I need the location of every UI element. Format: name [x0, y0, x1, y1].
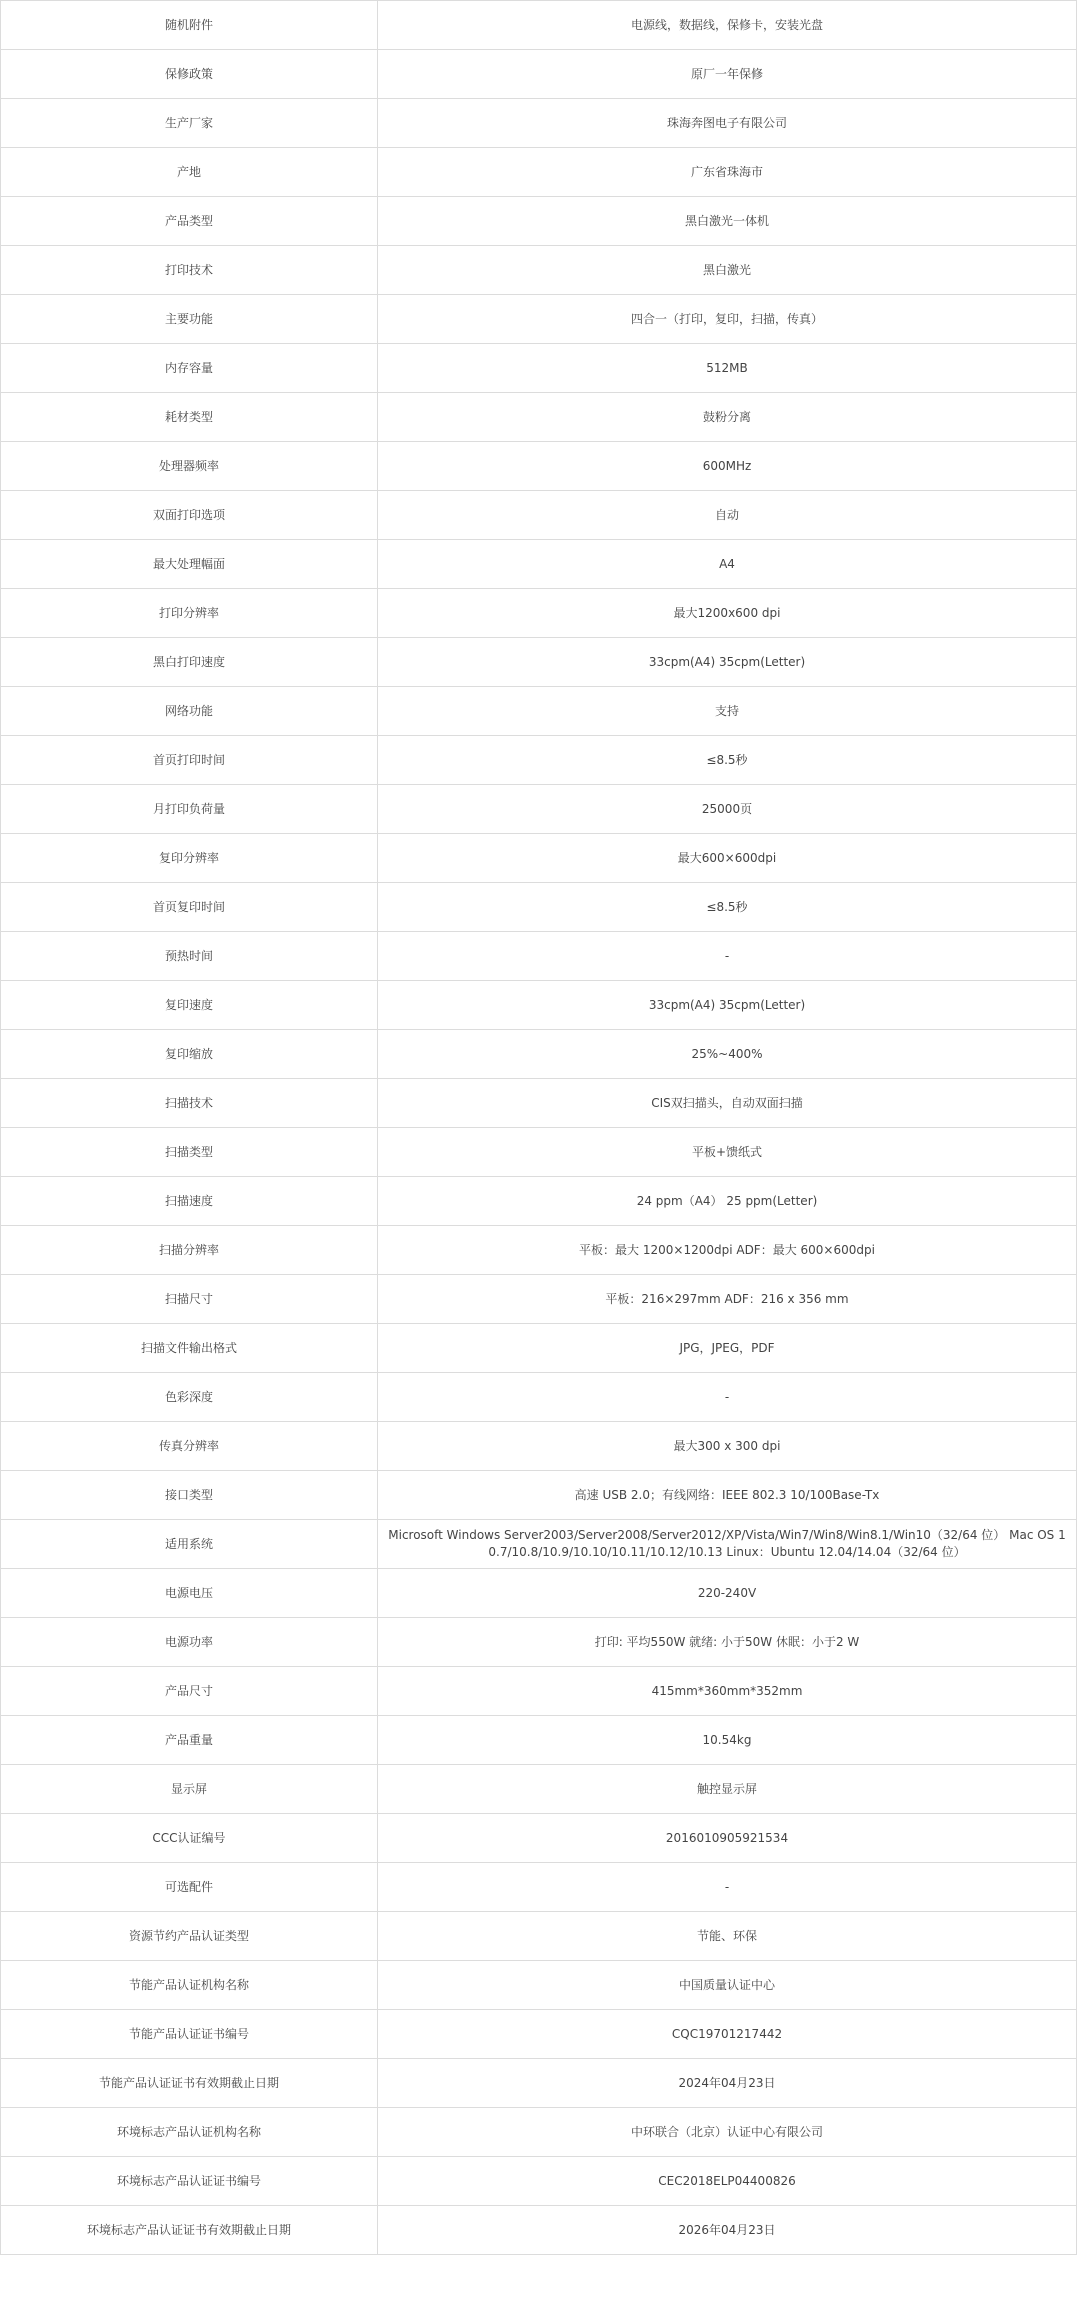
spec-row	[1, 197, 1077, 246]
spec-label: 扫描速度	[1, 1177, 378, 1226]
spec-row	[1, 442, 1077, 491]
spec-label: 产品类型	[1, 197, 378, 246]
spec-label: 双面打印选项	[1, 491, 378, 540]
spec-row	[1, 1618, 1077, 1667]
spec-row	[1, 491, 1077, 540]
spec-value: 珠海奔图电子有限公司	[378, 99, 1077, 148]
spec-value: 电源线，数据线，保修卡，安装光盘	[378, 1, 1077, 50]
spec-value: 打印: 平均550W 就绪: 小于50W 休眠：小于2 W	[378, 1618, 1077, 1667]
spec-label: 扫描分辨率	[1, 1226, 378, 1275]
spec-row	[1, 99, 1077, 148]
spec-label: 节能产品认证证书有效期截止日期	[1, 2059, 378, 2108]
spec-value: 平板：最大 1200×1200dpi ADF：最大 600×600dpi	[378, 1226, 1077, 1275]
spec-row	[1, 638, 1077, 687]
spec-row	[1, 1863, 1077, 1912]
spec-row	[1, 932, 1077, 981]
spec-row	[1, 295, 1077, 344]
spec-value: 黑白激光	[378, 246, 1077, 295]
spec-label: 随机附件	[1, 1, 378, 50]
spec-value: 四合一（打印，复印，扫描，传真）	[378, 295, 1077, 344]
spec-row	[1, 1569, 1077, 1618]
spec-value: 中国质量认证中心	[378, 1961, 1077, 2010]
spec-label: 处理器频率	[1, 442, 378, 491]
spec-label: 网络功能	[1, 687, 378, 736]
spec-row	[1, 883, 1077, 932]
spec-row	[1, 1667, 1077, 1716]
spec-label: 最大处理幅面	[1, 540, 378, 589]
spec-label: 节能产品认证证书编号	[1, 2010, 378, 2059]
spec-value: 最大300 x 300 dpi	[378, 1422, 1077, 1471]
spec-label: 可选配件	[1, 1863, 378, 1912]
spec-row	[1, 1765, 1077, 1814]
spec-label: 复印速度	[1, 981, 378, 1030]
spec-value: 10.54kg	[378, 1716, 1077, 1765]
spec-value: 220-240V	[378, 1569, 1077, 1618]
spec-label: 生产厂家	[1, 99, 378, 148]
spec-row	[1, 540, 1077, 589]
spec-value: 25000页	[378, 785, 1077, 834]
spec-row	[1, 1, 1077, 50]
spec-value: -	[378, 1373, 1077, 1422]
spec-value: CIS双扫描头，自动双面扫描	[378, 1079, 1077, 1128]
spec-value: 平板+馈纸式	[378, 1128, 1077, 1177]
spec-label: 首页打印时间	[1, 736, 378, 785]
spec-label: 月打印负荷量	[1, 785, 378, 834]
spec-label: 传真分辨率	[1, 1422, 378, 1471]
spec-value: A4	[378, 540, 1077, 589]
spec-row	[1, 1275, 1077, 1324]
spec-row	[1, 736, 1077, 785]
spec-value: 600MHz	[378, 442, 1077, 491]
spec-label: CCC认证编号	[1, 1814, 378, 1863]
spec-label: 复印缩放	[1, 1030, 378, 1079]
spec-label: 耗材类型	[1, 393, 378, 442]
spec-value: 2026年04月23日	[378, 2206, 1077, 2255]
spec-value: 广东省珠海市	[378, 148, 1077, 197]
spec-value: 33cpm(A4) 35cpm(Letter)	[378, 638, 1077, 687]
spec-value: ≤8.5秒	[378, 883, 1077, 932]
spec-value: ≤8.5秒	[378, 736, 1077, 785]
spec-value: 平板：216×297mm ADF：216 x 356 mm	[378, 1275, 1077, 1324]
spec-value: -	[378, 1863, 1077, 1912]
spec-label: 适用系统	[1, 1520, 378, 1569]
spec-label: 节能产品认证机构名称	[1, 1961, 378, 2010]
spec-row	[1, 1422, 1077, 1471]
spec-value: 最大600×600dpi	[378, 834, 1077, 883]
spec-row	[1, 393, 1077, 442]
spec-row	[1, 1128, 1077, 1177]
spec-row	[1, 1030, 1077, 1079]
spec-row	[1, 785, 1077, 834]
spec-row	[1, 1373, 1077, 1422]
spec-value: 原厂一年保修	[378, 50, 1077, 99]
spec-label: 主要功能	[1, 295, 378, 344]
spec-row	[1, 344, 1077, 393]
spec-row	[1, 687, 1077, 736]
spec-label: 色彩深度	[1, 1373, 378, 1422]
spec-row	[1, 148, 1077, 197]
spec-row	[1, 1177, 1077, 1226]
spec-row	[1, 1471, 1077, 1520]
spec-row	[1, 2059, 1077, 2108]
spec-row	[1, 834, 1077, 883]
spec-label: 显示屏	[1, 1765, 378, 1814]
spec-value: 支持	[378, 687, 1077, 736]
spec-value: 2016010905921534	[378, 1814, 1077, 1863]
spec-value: 24 ppm（A4） 25 ppm(Letter)	[378, 1177, 1077, 1226]
spec-label: 复印分辨率	[1, 834, 378, 883]
spec-row	[1, 1079, 1077, 1128]
spec-row	[1, 50, 1077, 99]
spec-label: 首页复印时间	[1, 883, 378, 932]
spec-row	[1, 981, 1077, 1030]
spec-row	[1, 2206, 1077, 2255]
spec-value: CQC19701217442	[378, 2010, 1077, 2059]
spec-value: 节能、环保	[378, 1912, 1077, 1961]
spec-row	[1, 1520, 1077, 1569]
spec-value: 512MB	[378, 344, 1077, 393]
spec-value: -	[378, 932, 1077, 981]
spec-label: 预热时间	[1, 932, 378, 981]
spec-label: 产品重量	[1, 1716, 378, 1765]
spec-value: 自动	[378, 491, 1077, 540]
spec-row	[1, 1961, 1077, 2010]
spec-row	[1, 1814, 1077, 1863]
spec-label: 电源功率	[1, 1618, 378, 1667]
spec-label: 扫描技术	[1, 1079, 378, 1128]
spec-value: 25%~400%	[378, 1030, 1077, 1079]
spec-value: 33cpm(A4) 35cpm(Letter)	[378, 981, 1077, 1030]
spec-label: 环境标志产品认证机构名称	[1, 2108, 378, 2157]
spec-row	[1, 1226, 1077, 1275]
spec-label: 电源电压	[1, 1569, 378, 1618]
spec-label: 黑白打印速度	[1, 638, 378, 687]
spec-value: 最大1200x600 dpi	[378, 589, 1077, 638]
spec-value: 中环联合（北京）认证中心有限公司	[378, 2108, 1077, 2157]
spec-value: 触控显示屏	[378, 1765, 1077, 1814]
spec-value: JPG，JPEG，PDF	[378, 1324, 1077, 1373]
spec-label: 产地	[1, 148, 378, 197]
spec-label: 内存容量	[1, 344, 378, 393]
spec-label: 打印分辨率	[1, 589, 378, 638]
spec-value: 415mm*360mm*352mm	[378, 1667, 1077, 1716]
spec-row	[1, 2157, 1077, 2206]
spec-value: Microsoft Windows Server2003/Server2008/Server2012/XP/Vista/Win7/Win8/Win8.1/Win10（32/64 位） Mac OS 10.7/10.8/10.9/10.10/10.11/10.12/10.13 Linux：Ubuntu 12.04/14.04（32/64 位）	[378, 1520, 1077, 1569]
spec-label: 扫描类型	[1, 1128, 378, 1177]
spec-row	[1, 1912, 1077, 1961]
spec-label: 产品尺寸	[1, 1667, 378, 1716]
spec-label: 扫描文件输出格式	[1, 1324, 378, 1373]
spec-row	[1, 1716, 1077, 1765]
spec-value: CEC2018ELP04400826	[378, 2157, 1077, 2206]
spec-label: 扫描尺寸	[1, 1275, 378, 1324]
spec-row	[1, 2010, 1077, 2059]
spec-row	[1, 2108, 1077, 2157]
spec-label: 环境标志产品认证证书编号	[1, 2157, 378, 2206]
spec-table-body	[1, 1, 1077, 2255]
spec-value: 2024年04月23日	[378, 2059, 1077, 2108]
spec-row	[1, 246, 1077, 295]
spec-label: 打印技术	[1, 246, 378, 295]
spec-value: 鼓粉分离	[378, 393, 1077, 442]
spec-label: 保修政策	[1, 50, 378, 99]
spec-row	[1, 1324, 1077, 1373]
spec-value: 高速 USB 2.0；有线网络：IEEE 802.3 10/100Base-Tx	[378, 1471, 1077, 1520]
spec-value: 黑白激光一体机	[378, 197, 1077, 246]
spec-row	[1, 589, 1077, 638]
spec-label: 环境标志产品认证证书有效期截止日期	[1, 2206, 378, 2255]
spec-label: 资源节约产品认证类型	[1, 1912, 378, 1961]
spec-label: 接口类型	[1, 1471, 378, 1520]
